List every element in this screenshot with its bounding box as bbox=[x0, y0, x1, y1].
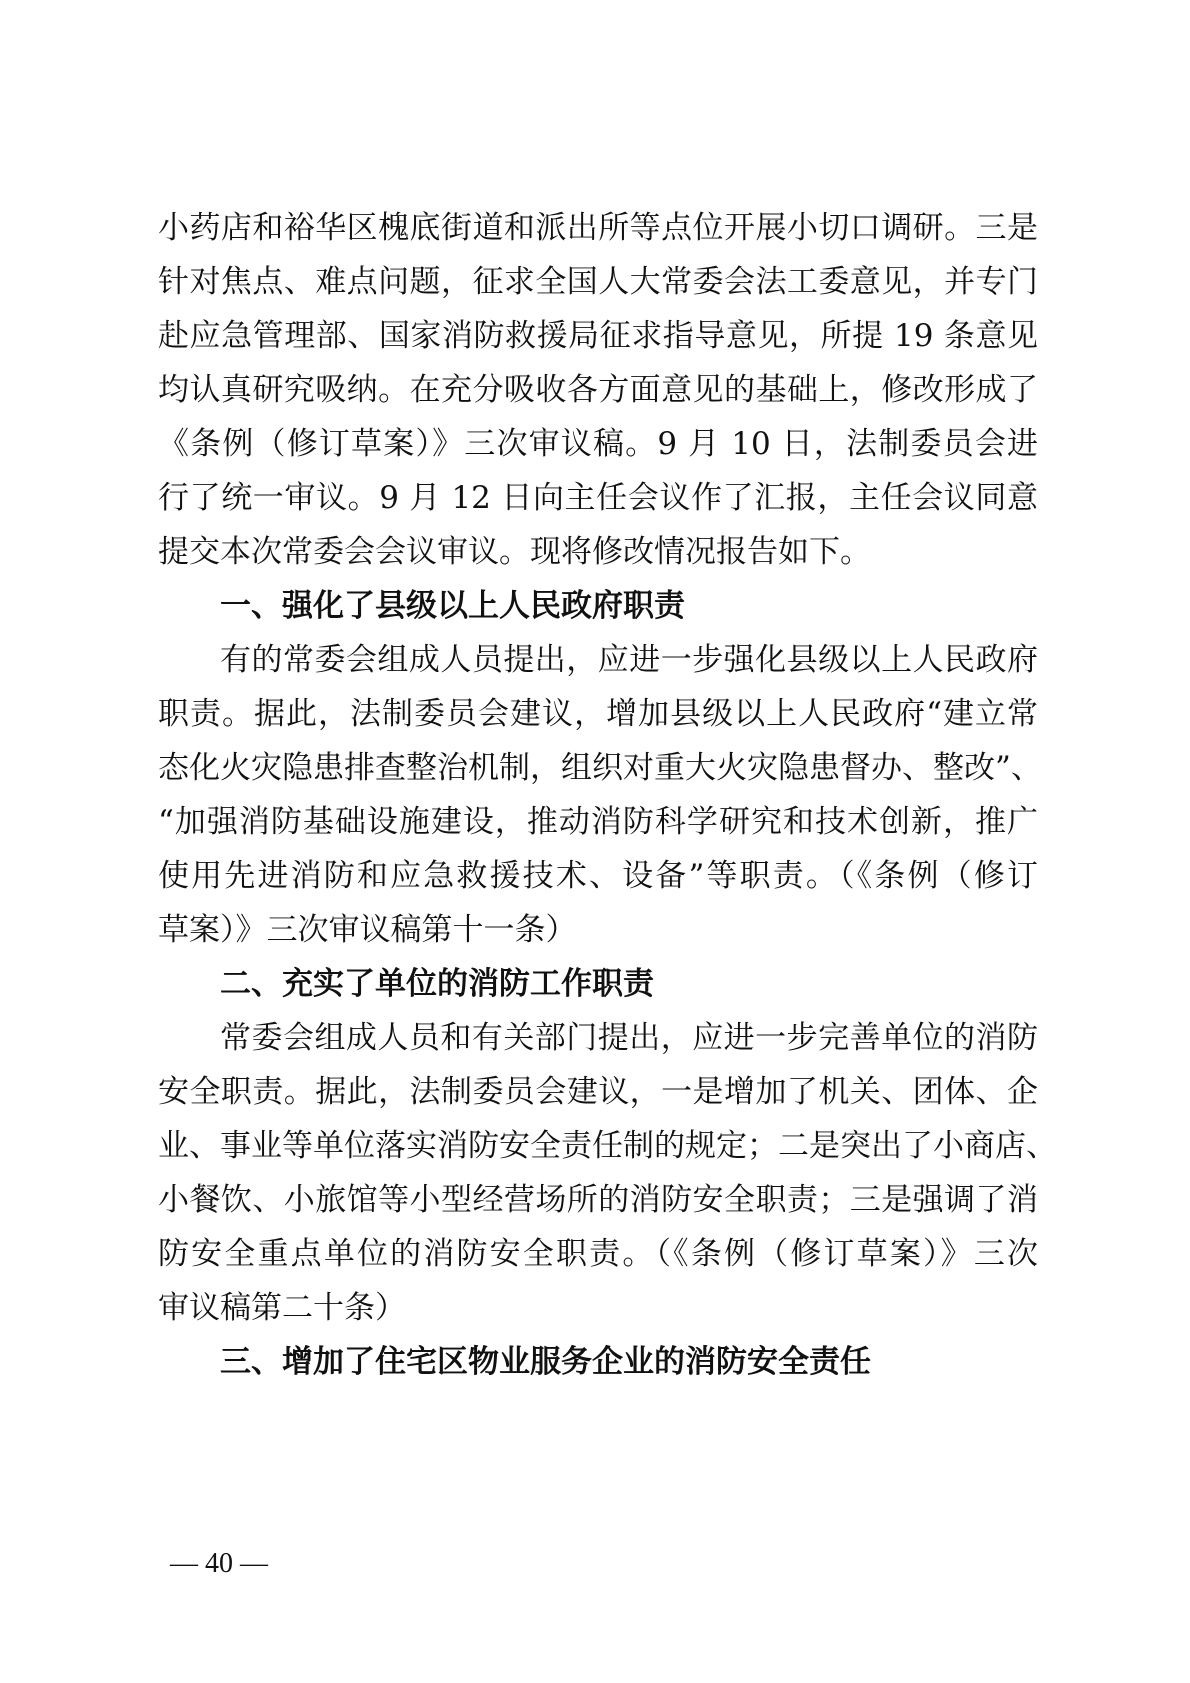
body-line: 行了统一审议。9 月 12 日向主任会议作了汇报，主任会议同意 bbox=[158, 480, 1038, 516]
body-line: “加强消防基础设施建设，推动消防科学研究和技术创新，推广 bbox=[158, 804, 1038, 840]
body-line: 小餐饮、小旅馆等小型经营场所的消防安全职责；三是强调了消 bbox=[158, 1182, 1038, 1218]
body-line: 业、事业等单位落实消防安全责任制的规定；二是突出了小商店、 bbox=[158, 1128, 1057, 1164]
body-line: 小药店和裕华区槐底街道和派出所等点位开展小切口调研。三是 bbox=[158, 210, 1038, 246]
body-line: 审议稿第二十条） bbox=[158, 1290, 406, 1326]
body-line: 使用先进消防和应急救援技术、设备”等职责。（《条例（修订 bbox=[158, 858, 1038, 894]
section-heading-1: 一、强化了县级以上人民政府职责 bbox=[220, 588, 685, 624]
body-line: 职责。据此，法制委员会建议，增加县级以上人民政府“建立常 bbox=[158, 696, 1038, 732]
body-line: 防安全重点单位的消防安全职责。（《条例（修订草案）》三次 bbox=[158, 1236, 1038, 1272]
section-heading-2: 二、充实了单位的消防工作职责 bbox=[220, 966, 654, 1002]
body-line: 提交本次常委会会议审议。现将修改情况报告如下。 bbox=[158, 534, 871, 570]
section-heading-3: 三、增加了住宅区物业服务企业的消防安全责任 bbox=[220, 1344, 871, 1380]
body-line: 有的常委会组成人员提出，应进一步强化县级以上人民政府 bbox=[220, 642, 1038, 678]
body-line: 针对焦点、难点问题，征求全国人大常委会法工委意见，并专门 bbox=[158, 264, 1038, 300]
body-line: 均认真研究吸纳。在充分吸收各方面意见的基础上，修改形成了 bbox=[158, 372, 1038, 408]
body-line: 常委会组成人员和有关部门提出，应进一步完善单位的消防 bbox=[220, 1020, 1038, 1056]
body-line: 草案）》三次审议稿第十一条） bbox=[158, 912, 577, 948]
body-line: 《条例（修订草案）》三次审议稿。9 月 10 日，法制委员会进 bbox=[158, 426, 1038, 462]
body-line: 态化火灾隐患排查整治机制，组织对重大火灾隐患督办、整改”、 bbox=[158, 750, 1042, 786]
body-line: 安全职责。据此，法制委员会建议，一是增加了机关、团体、企 bbox=[158, 1074, 1038, 1110]
body-line: 赴应急管理部、国家消防救援局征求指导意见，所提 19 条意见 bbox=[158, 318, 1038, 354]
page-number: — 40 — bbox=[170, 1548, 268, 1579]
